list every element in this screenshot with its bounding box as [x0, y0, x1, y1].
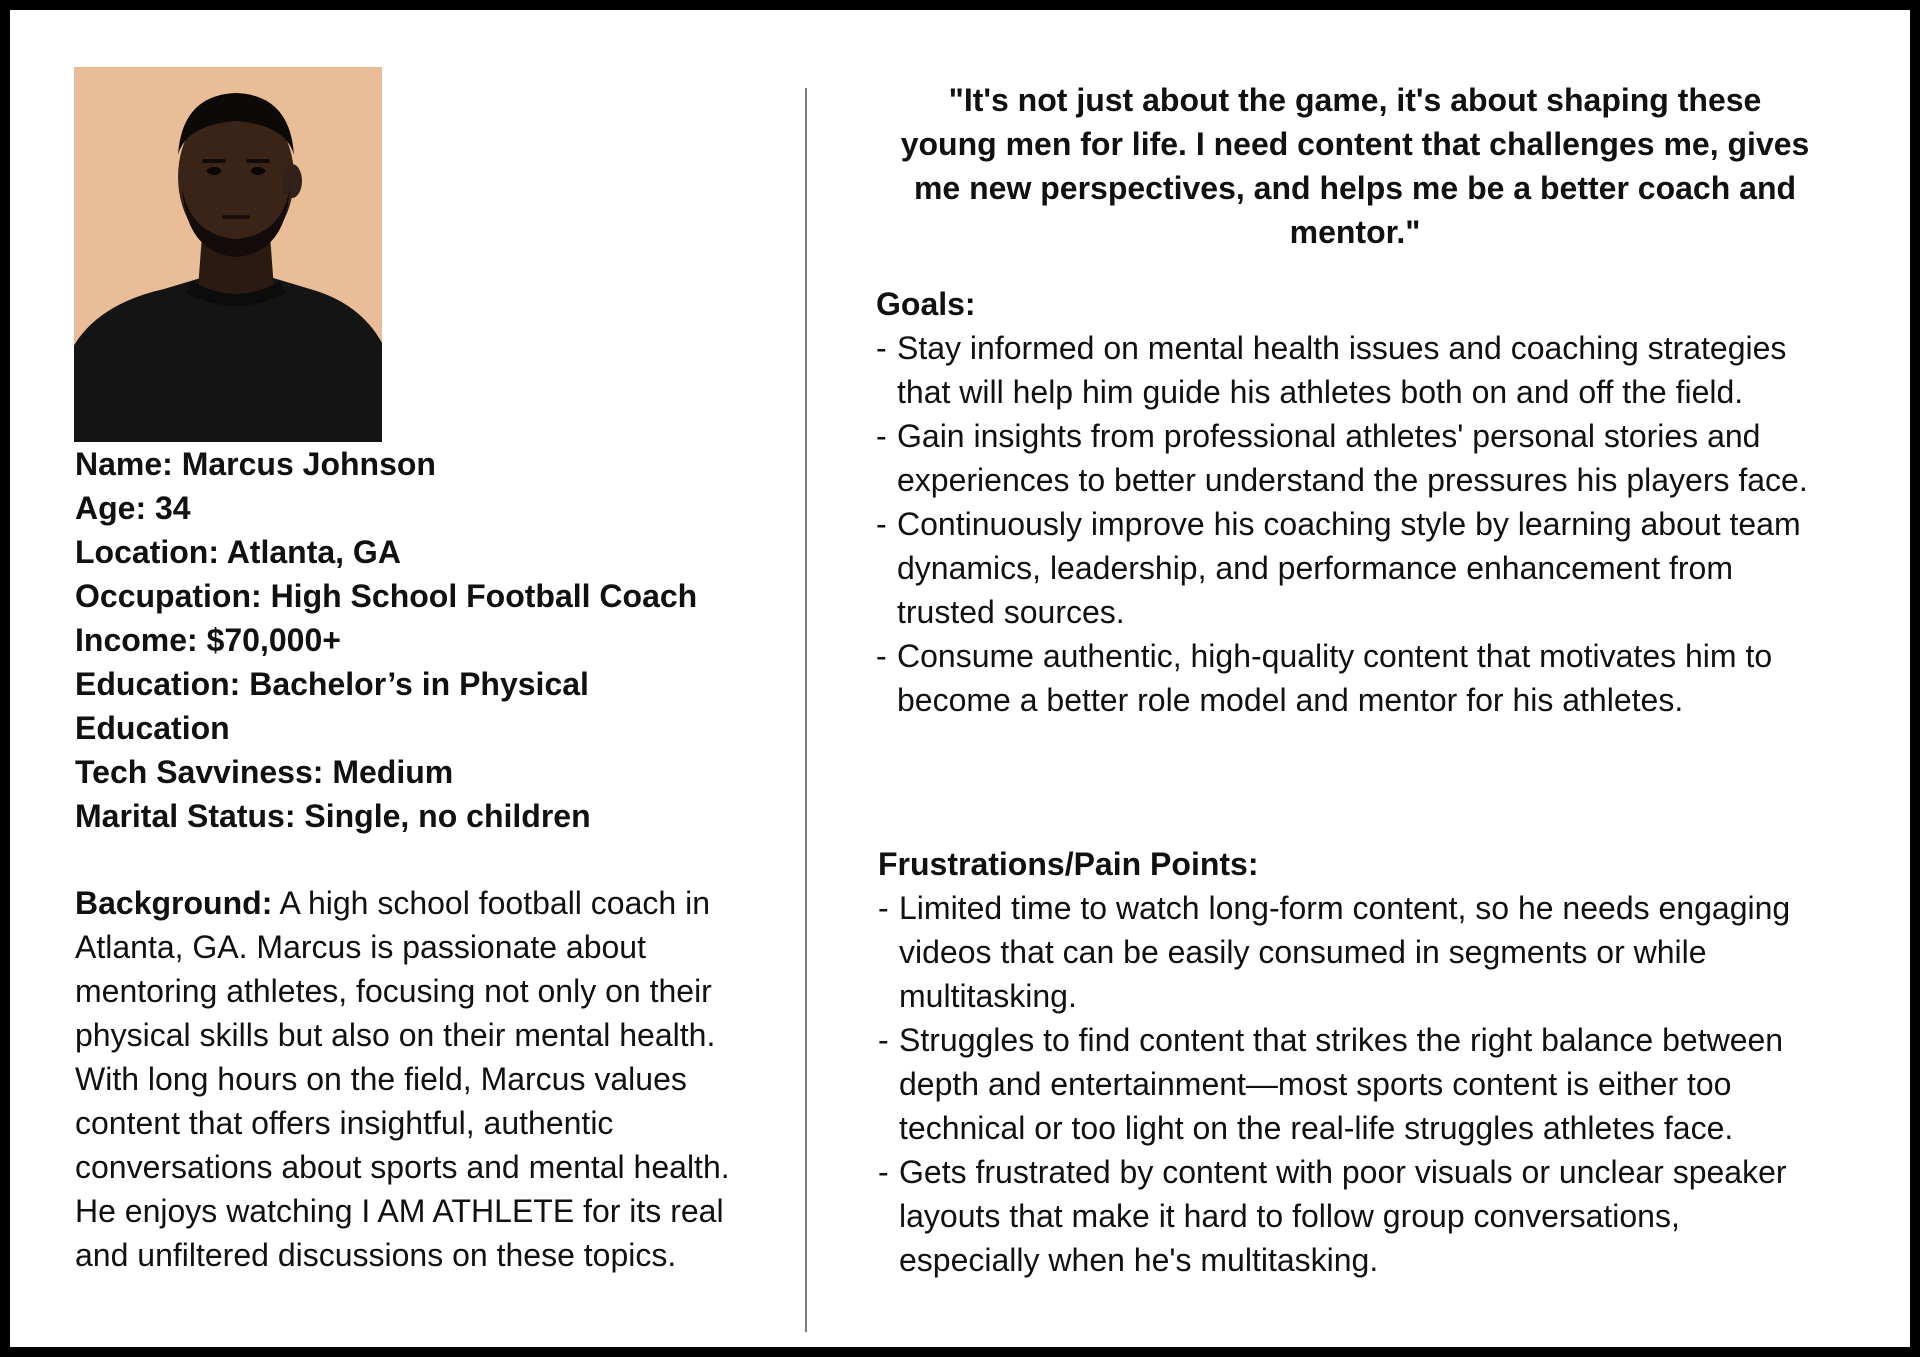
goal-item: - Continuously improve his coaching style by learning about team dynamics, leadership, and performance enhancement from trusted sources. [876, 502, 1836, 634]
profile-education: Education: Bachelor’s in Physical [75, 666, 589, 702]
bullet-dash: - [878, 1022, 889, 1058]
bullet-dash: - [876, 418, 887, 454]
goal-item: - Gain insights from professional athletes' personal stories and experiences to better understand the pressures his players face. [876, 414, 1836, 502]
goal-item: - Stay informed on mental health issues and coaching strategies that will help him guide his athletes both on and off the field. [876, 326, 1836, 414]
profile-tech-savviness: Tech Savviness: Medium [75, 754, 454, 790]
background-paragraph [75, 881, 775, 1277]
background-label: Background: [75, 885, 273, 921]
bullet-dash: - [878, 890, 889, 926]
profile-details [75, 442, 775, 838]
profile-location: Location: Atlanta, GA [75, 534, 401, 570]
profile-occupation: Occupation: High School Football Coach [75, 578, 698, 614]
profile-marital-status: Marital Status: Single, no children [75, 798, 591, 834]
frustrations-heading: Frustrations/Pain Points: [878, 846, 1259, 882]
goal-item: - Consume authentic, high-quality content that motivates him to become a better role model and mentor for his athletes. [876, 634, 1836, 722]
frustration-item: - Limited time to watch long-form content, so he needs engaging videos that can be easily consumed in segments or while multitasking. [878, 886, 1826, 1018]
background-text: A high school football coach in Atlanta, GA. Marcus is passionate about mentoring athletes, focusing not only on their physical skills but also on their mental health. With long hours on the field, Marcus values content that offers insightful, authentic conversations about sports and mental health. He enjoys watching I AM ATHLETE for its real and unfiltered discussions on these topics. [75, 885, 730, 1273]
person-portrait [74, 67, 382, 442]
bullet-dash: - [876, 330, 887, 366]
persona-quote: "It's not just about the game, it's about shaping these young men for life. I need content that challenges me, gives me new perspectives, and helps me be a better coach and mentor." [900, 82, 1810, 250]
profile-education-continued: Education [75, 710, 230, 746]
frustration-item: - Gets frustrated by content with poor visuals or unclear speaker layouts that make it hard to follow group conversations, especially when he's multitasking. [878, 1150, 1826, 1282]
frustrations-list [878, 886, 1826, 1282]
profile-income: Income: $70,000+ [75, 622, 341, 658]
goals-heading: Goals: [876, 286, 976, 322]
profile-age: Age: 34 [75, 490, 191, 526]
bullet-dash: - [876, 638, 887, 674]
bullet-dash: - [876, 506, 887, 542]
frustration-item: - Struggles to find content that strikes the right balance between depth and entertainment—most sports content is either too technical or too light on the real-life struggles athletes face. [878, 1018, 1826, 1150]
column-divider [805, 88, 807, 1332]
profile-name: Name: Marcus Johnson [75, 446, 436, 482]
profile-photo [74, 67, 382, 442]
goals-list [876, 326, 1836, 722]
bullet-dash: - [878, 1154, 889, 1190]
